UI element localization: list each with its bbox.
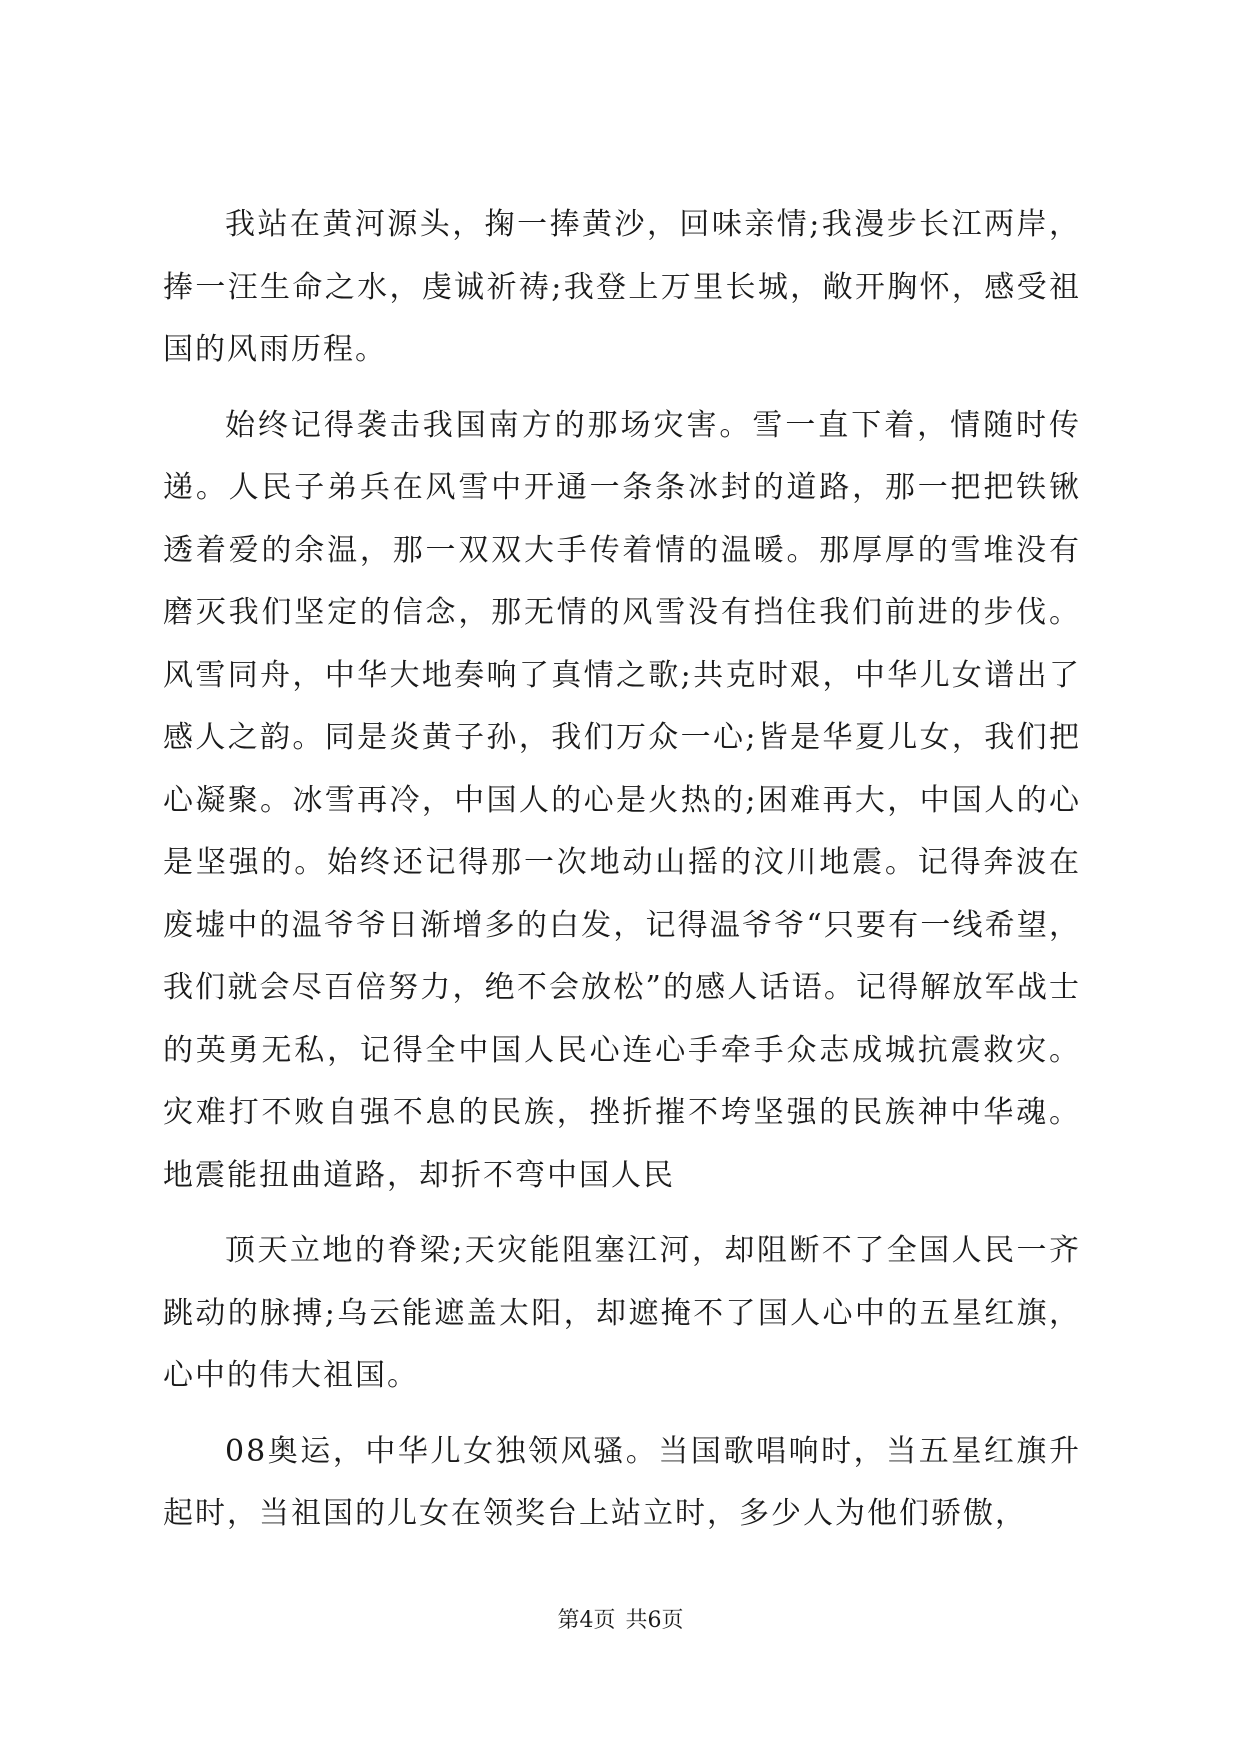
paragraph-2: 始终记得袭击我国南方的那场灾害。雪一直下着，情随时传递。人民子弟兵在风雪中开通一条条冰封的道路，那一把把铁锹透着爱的余温，那一双双大手传着情的温暖。那厚厚的雪堆没有磨灭我们坚定的信念，那无情的风雪没有挡住我们前进的步伐。风雪同舟，中华大地奏响了真情之歌;共克时艰，中华儿女谱出了感人之韵。同是炎黄子孙，我们万众一心;皆是华夏儿女，我们把心凝聚。冰雪再冷，中国人的心是火热的;困难再大，中国人的心是坚强的。始终还记得那一次地动山摇的汶川地震。记得奔波在废墟中的温爷爷日渐增多的白发，记得温爷爷“只要有一线希望，我们就会尽百倍努力，绝不会放松”的感人话语。记得解放军战士的英勇无私，记得全中国人民心连心手牵手众志成城抗震救灾。灾难打不败自强不息的民族，挫折摧不垮坚强的民族神中华魂。地震能扭曲道路，却折不弯中国人民	[163, 407, 1081, 1193]
document-body	[163, 194, 1081, 1546]
paragraph-3: 顶天立地的脊梁;天灾能阻塞江河，却阻断不了全国人民一齐跳动的脉搏;乌云能遮盖太阳，却遮掩不了国人心中的五星红旗，心中的伟大祖国。	[163, 1233, 1081, 1393]
paragraph-1: 我站在黄河源头，掬一捧黄沙，回味亲情;我漫步长江两岸，捧一汪生命之水，虔诚祈祷;我登上万里长城，敞开胸怀，感受祖国的风雨历程。	[163, 207, 1081, 367]
page-number: 第4页	[557, 1608, 616, 1633]
total-pages: 共6页	[625, 1608, 684, 1633]
paragraph-4: 08奥运，中华儿女独领风骚。当国歌唱响时，当五星红旗升起时，当祖国的儿女在领奖台上站立时，多少人为他们骄傲，	[163, 1433, 1081, 1531]
page-footer	[0, 1606, 1241, 1636]
